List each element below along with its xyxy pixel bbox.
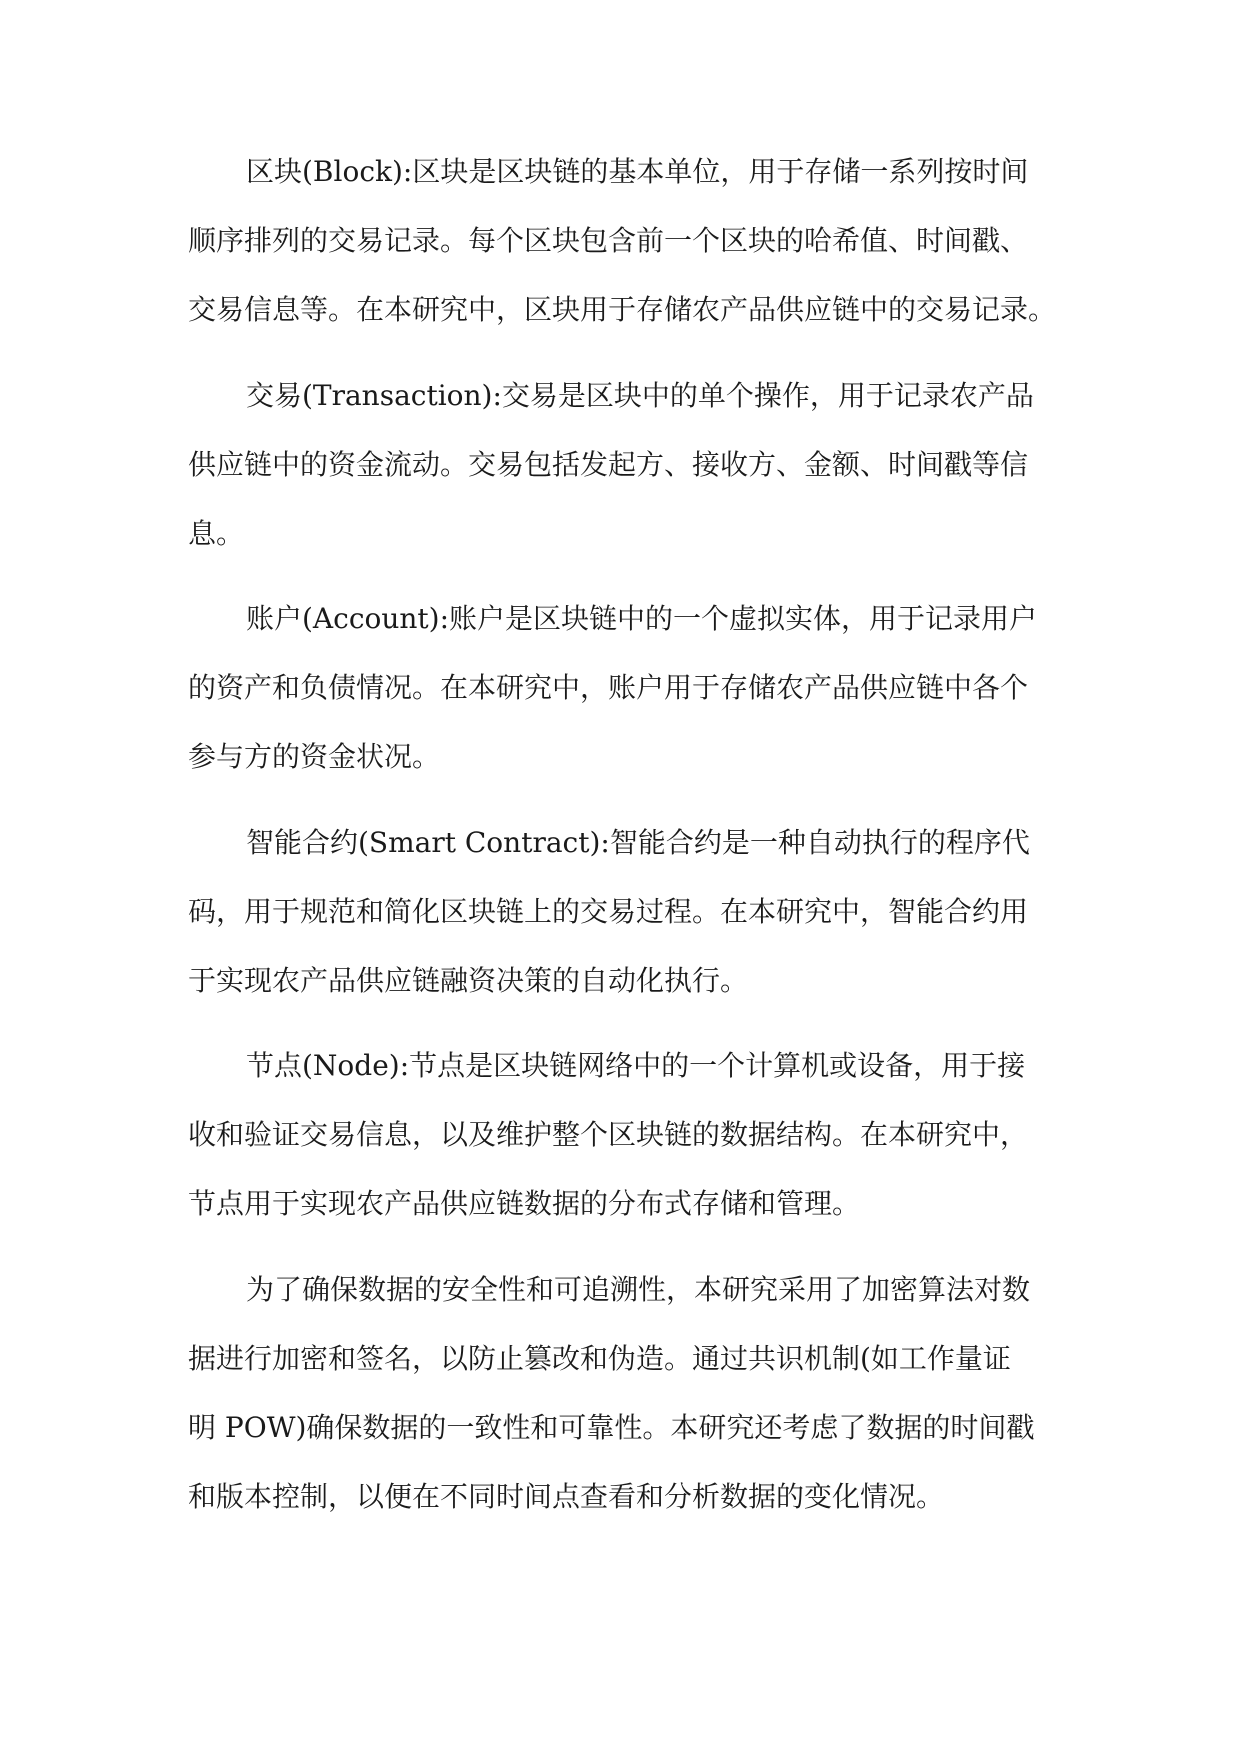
paragraph-line: 的资产和负债情况。在本研究中，账户用于存储农产品供应链中各个 [188, 671, 1029, 704]
paragraph-line: 顺序排列的交易记录。每个区块包含前一个区块的哈希值、时间戳、 [188, 224, 1029, 257]
paragraph-line: 息。 [188, 517, 245, 550]
paragraph-line: 明 POW)确保数据的一致性和可靠性。本研究还考虑了数据的时间戳 [188, 1411, 1035, 1444]
paragraph-line: 区块(Block):区块是区块链的基本单位，用于存储一系列按时间 [246, 155, 1029, 188]
paragraph-line: 节点用于实现农产品供应链数据的分布式存储和管理。 [188, 1187, 861, 1220]
paragraph-line: 智能合约(Smart Contract):智能合约是一种自动执行的程序代 [246, 826, 1030, 859]
paragraph-line: 交易(Transaction):交易是区块中的单个操作，用于记录农产品 [246, 379, 1034, 412]
paragraph-line: 据进行加密和签名，以防止篡改和伪造。通过共识机制(如工作量证 [188, 1342, 1011, 1375]
paragraph-line: 供应链中的资金流动。交易包括发起方、接收方、金额、时间戳等信 [188, 448, 1029, 481]
paragraph-line: 参与方的资金状况。 [188, 740, 441, 773]
paragraph-line: 账户(Account):账户是区块链中的一个虚拟实体，用于记录用户 [246, 602, 1038, 635]
paragraph-line: 和版本控制，以便在不同时间点查看和分析数据的变化情况。 [188, 1480, 945, 1513]
paragraph-line: 收和验证交易信息，以及维护整个区块链的数据结构。在本研究中， [188, 1118, 1029, 1151]
paragraph-line: 码，用于规范和简化区块链上的交易过程。在本研究中，智能合约用 [188, 895, 1029, 928]
paragraph-line: 交易信息等。在本研究中，区块用于存储农产品供应链中的交易记录。 [188, 293, 1057, 326]
paragraph-line: 为了确保数据的安全性和可追溯性，本研究采用了加密算法对数 [246, 1273, 1031, 1306]
paragraph-line: 于实现农产品供应链融资决策的自动化执行。 [188, 964, 749, 997]
paragraph-line: 节点(Node):节点是区块链网络中的一个计算机或设备，用于接 [246, 1049, 1026, 1082]
